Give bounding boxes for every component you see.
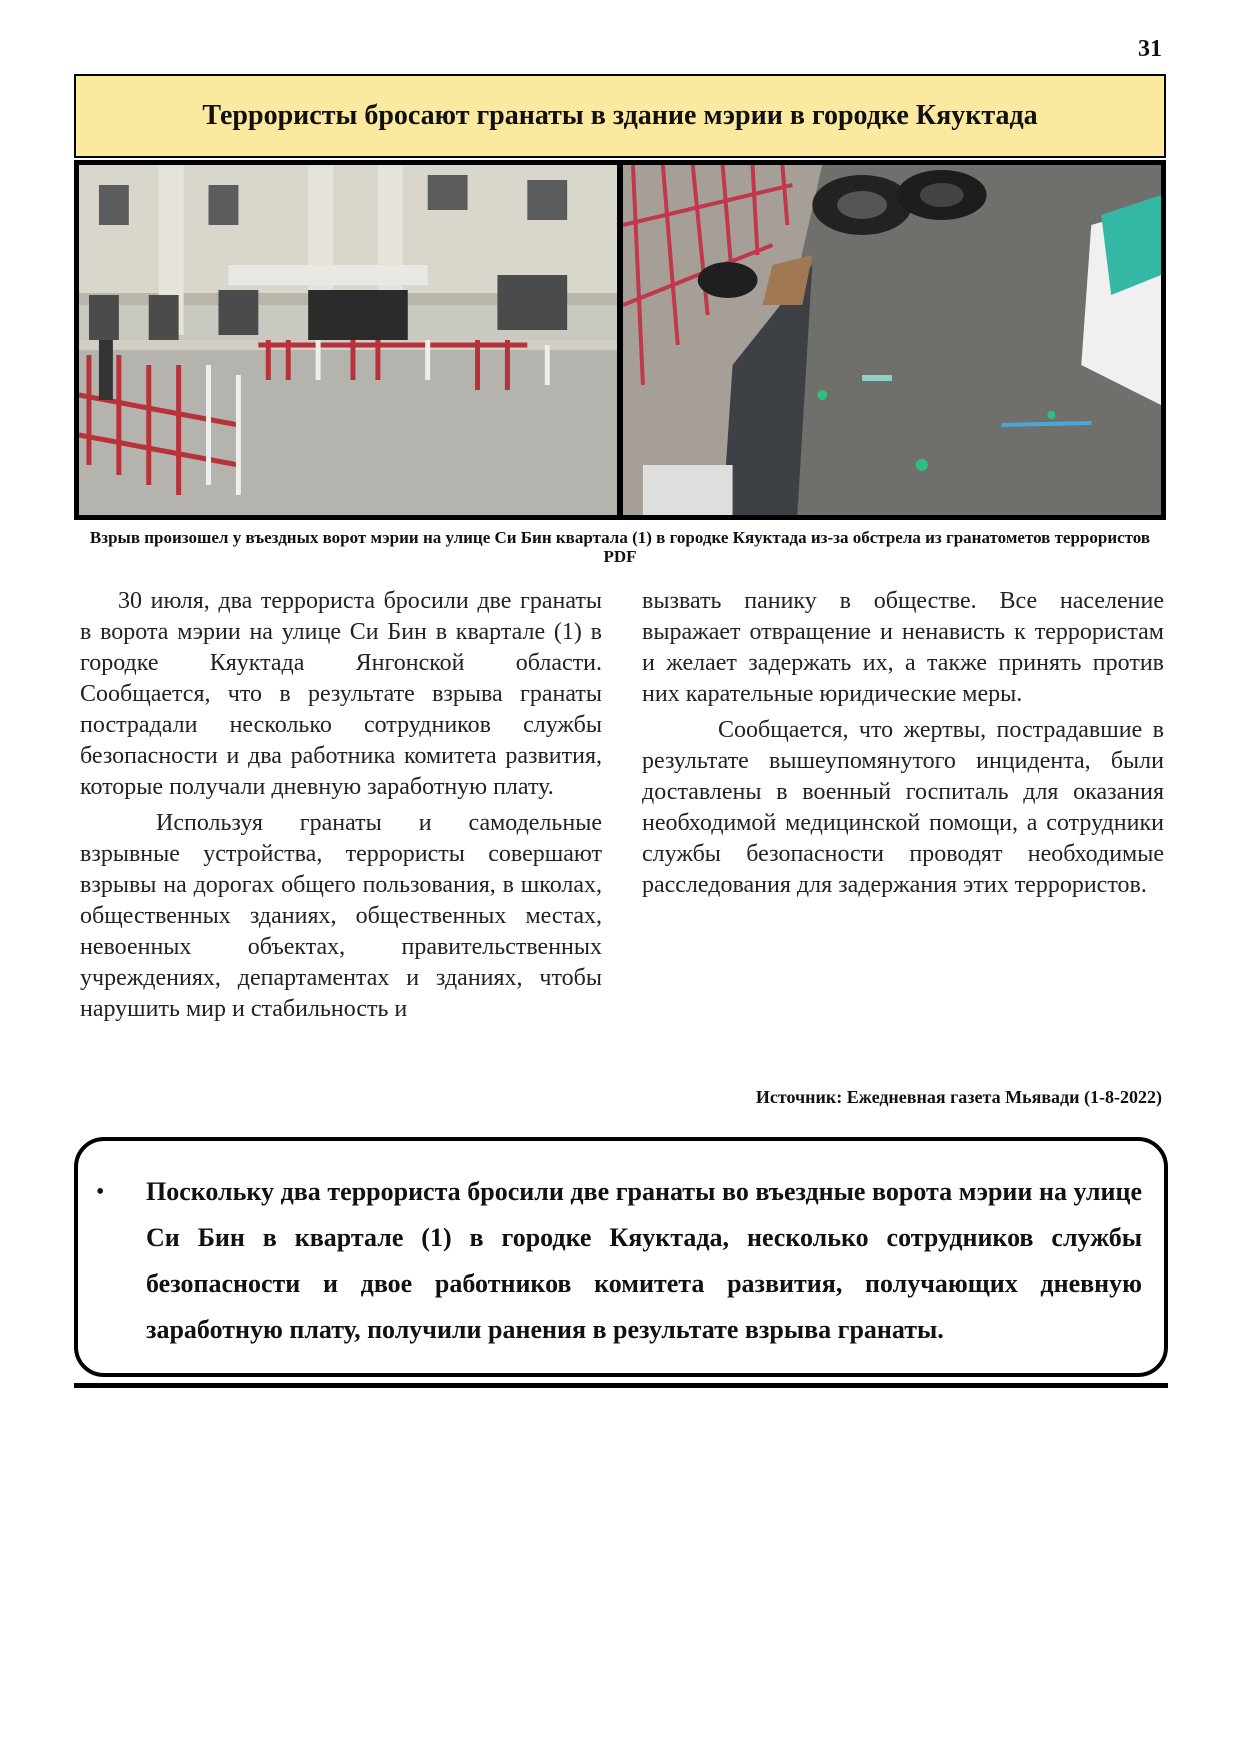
summary-box (74, 1137, 1168, 1377)
city-hall-photo (79, 165, 617, 515)
photo-frame (74, 160, 1166, 520)
page-number: 31 (1138, 36, 1162, 62)
bullet-icon: • (96, 1179, 105, 1205)
left-paragraph-1: 30 июля, два террориста бросили две гранаты в ворота мэрии на улице Си Бин в квартале (1) в городке Кяуктада Янгонской области. Сообщается, что в результате взрыва гранаты пострадали несколько сотрудников службы безопасности и два работника комитета развития, которые получали дневную заработную плату. (80, 588, 602, 800)
blast-scene-photo (623, 165, 1161, 515)
right-column (642, 586, 1164, 906)
right-paragraph-2: Сообщается, что жертвы, пострадавшие в результате вышеупомянутого инцидента, были доставлены в военный госпиталь для оказания необходимой медицинской помощи, а сотрудники службы безопасности проводят необходимые расследования для задержания этих террористов. (642, 717, 1164, 898)
bottom-divider (74, 1383, 1168, 1388)
summary-text: Поскольку два террориста бросили две гранаты во въездные ворота мэрии на улице Си Бин в квартале (1) в городке Кяуктада, несколько сотрудников службы безопасности и двое работников комитета развития, получающих дневную заработную плату, получили ранения в результате взрыва гранаты. (146, 1177, 1142, 1344)
article-title: Террористы бросают гранаты в здание мэрии в городке Кяуктада (74, 74, 1166, 158)
left-column (80, 586, 602, 1030)
source-line: Источник: Ежедневная газета Мьявади (1-8-2022) (755, 1087, 1162, 1107)
photo-caption: Взрыв произошел у въездных ворот мэрии на улице Си Бин квартала (1) в городке Кяуктада из-за обстрела из гранатометов террористов PDF (89, 528, 1151, 566)
right-paragraph-1: вызвать панику в обществе. Все население выражает отвращение и ненависть к террористам и желает задержать их, а также принять против них карательные юридические меры. (642, 588, 1164, 707)
left-paragraph-2: Используя гранаты и самодельные взрывные устройства, террористы совершают взрывы на дорогах общего пользования, в школах, общественных зданиях, общественных местах, невоенных объектах, правительственных учреждениях, департаментах и зданиях, чтобы нарушить мир и стабильность и (80, 810, 602, 1022)
